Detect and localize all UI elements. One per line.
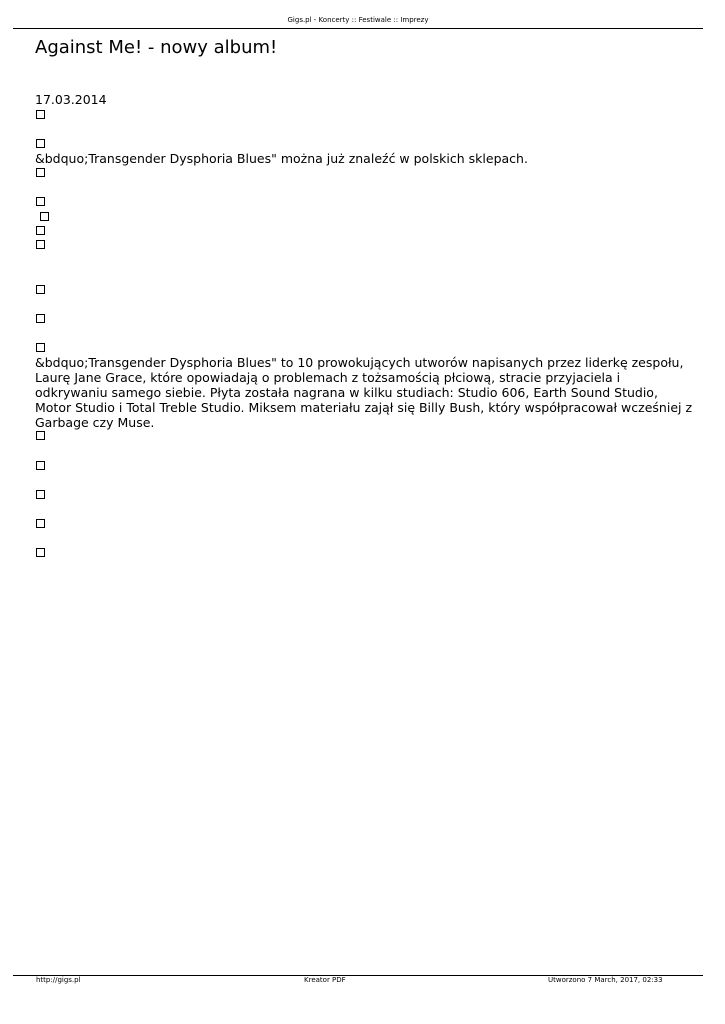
missing-glyph-box-icon: [36, 168, 45, 177]
page-header-title: Gigs.pl - Koncerty :: Festiwale :: Imprezy: [287, 16, 429, 24]
missing-glyph-box-icon: [36, 226, 45, 235]
missing-glyph-box-icon: [36, 110, 45, 119]
missing-glyph-box-icon: [36, 240, 45, 249]
missing-glyph-box-icon: [36, 197, 45, 206]
missing-glyph-box-icon: [36, 548, 45, 557]
article-body: &bdquo;Transgender Dysphoria Blues" to 10 prowokujących utworów napisanych przez liderkę zespołu, Laurę Jane Grace, które opowiadają o problemach z tożsamością płciową, stracie przyjaciela i odkrywaniu samego siebie. Płyta została nagrana w kilku studiach: Studio 606, Earth Sound Studio, Motor Studio i Total Treble Studio. Miksem materiału zajął się Billy Bush, który współpracował wcześniej z Garbage czy Muse.: [35, 355, 693, 430]
missing-glyph-box-icon: [36, 490, 45, 499]
missing-glyph-box-icon: [36, 461, 45, 470]
footer-url: http://gigs.pl: [36, 976, 81, 984]
article-lead: &bdquo;Transgender Dysphoria Blues" można już znaleźć w polskich sklepach.: [35, 151, 528, 166]
footer-creator: Kreator PDF: [304, 976, 346, 984]
article-date: 17.03.2014: [35, 92, 107, 107]
missing-glyph-box-icon: [36, 139, 45, 148]
missing-glyph-box-icon: [36, 285, 45, 294]
article-title: Against Me! - nowy album!: [35, 37, 278, 58]
missing-glyph-box-icon: [36, 343, 45, 352]
missing-glyph-box-icon: [36, 431, 45, 440]
missing-glyph-box-icon: [40, 212, 49, 221]
header-divider: [13, 28, 703, 29]
missing-glyph-box-icon: [36, 314, 45, 323]
missing-glyph-box-icon: [36, 519, 45, 528]
footer-created-timestamp: Utworzono 7 March, 2017, 02:33: [548, 976, 663, 984]
